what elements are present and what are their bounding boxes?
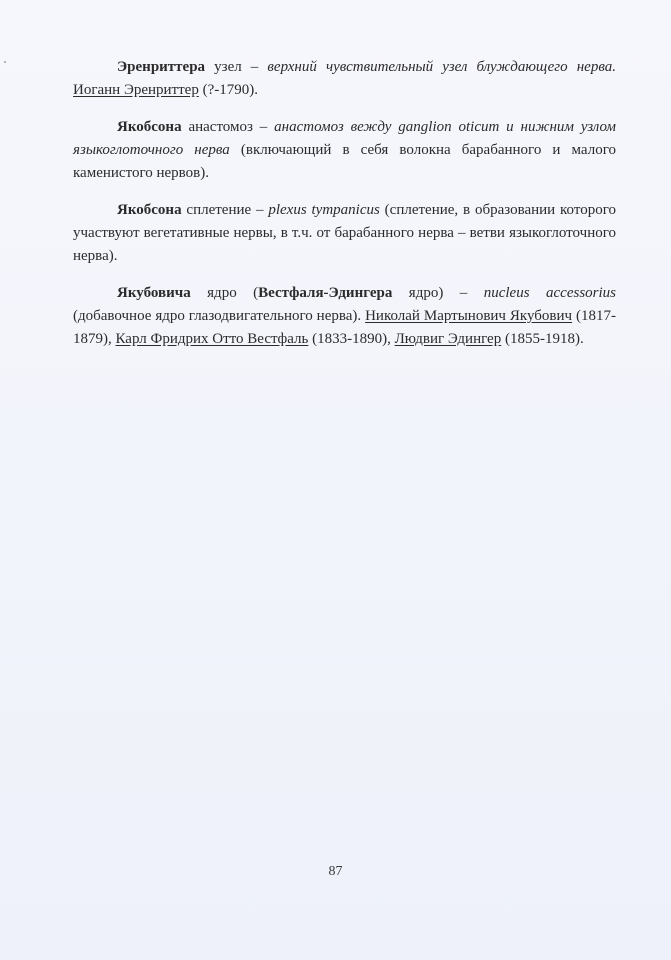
- glossary-entry-ehrenritter: [73, 56, 616, 102]
- page-number: 87: [328, 864, 343, 879]
- entry-text: (1833-1890),: [308, 331, 395, 347]
- entry-text: (1855-1918).: [501, 331, 584, 347]
- entry-word: узел –: [205, 59, 268, 75]
- glossary-content: [73, 56, 616, 365]
- entry-term: Эренриттера: [117, 59, 206, 75]
- glossary-entry-jacobson-plexus: [73, 199, 616, 268]
- entry-word: ядро (: [190, 285, 259, 301]
- entry-definition: верхний чувствительный узел блуждающего нерва.: [267, 59, 616, 75]
- glossary-entry-yakubovich-nucleus: [73, 282, 616, 351]
- entry-definition: plexus tympanicus: [268, 202, 380, 218]
- person-link: Карл Фридрих Отто Вестфаль: [115, 331, 309, 347]
- entry-tail: (?-1790).: [198, 82, 258, 98]
- scan-speck: [4, 61, 6, 63]
- glossary-entry-jacobson-anastomosis: [73, 116, 616, 185]
- entry-term: Якобсона: [117, 202, 182, 218]
- entry-term: Якубовича: [117, 285, 191, 301]
- entry-definition: анастомоз вежду ganglion oticum и нижним узлом языкоглоточного нерва: [73, 119, 616, 158]
- entry-definition: nucleus accessorius: [483, 285, 616, 301]
- entry-tail: (сплетение, в образовании которого участвуют вегетативные нервы, в т.ч. от барабанного нерва – ветви языкоглоточного нерва).: [73, 202, 616, 264]
- entry-tail: (включающий в себя волокна барабанного и малого каменистого нервов).: [73, 142, 616, 181]
- person-link: Людвиг Эдингер: [394, 331, 502, 347]
- entry-word: сплетение –: [181, 202, 269, 218]
- person-link: Иоганн Эренриттер: [73, 82, 199, 98]
- entry-term-alt: Вестфаля-Эдингера: [258, 285, 393, 301]
- entry-text: (добавочное ядро глазодвигательного нерва).: [73, 308, 366, 324]
- entry-word-alt: ядро) –: [392, 285, 484, 301]
- entry-term: Якобсона: [117, 119, 182, 135]
- person-link: Николай Мартынович Якубович: [365, 308, 573, 324]
- entry-word: анастомоз –: [181, 119, 275, 135]
- entry-text: (1817-1879),: [73, 308, 616, 347]
